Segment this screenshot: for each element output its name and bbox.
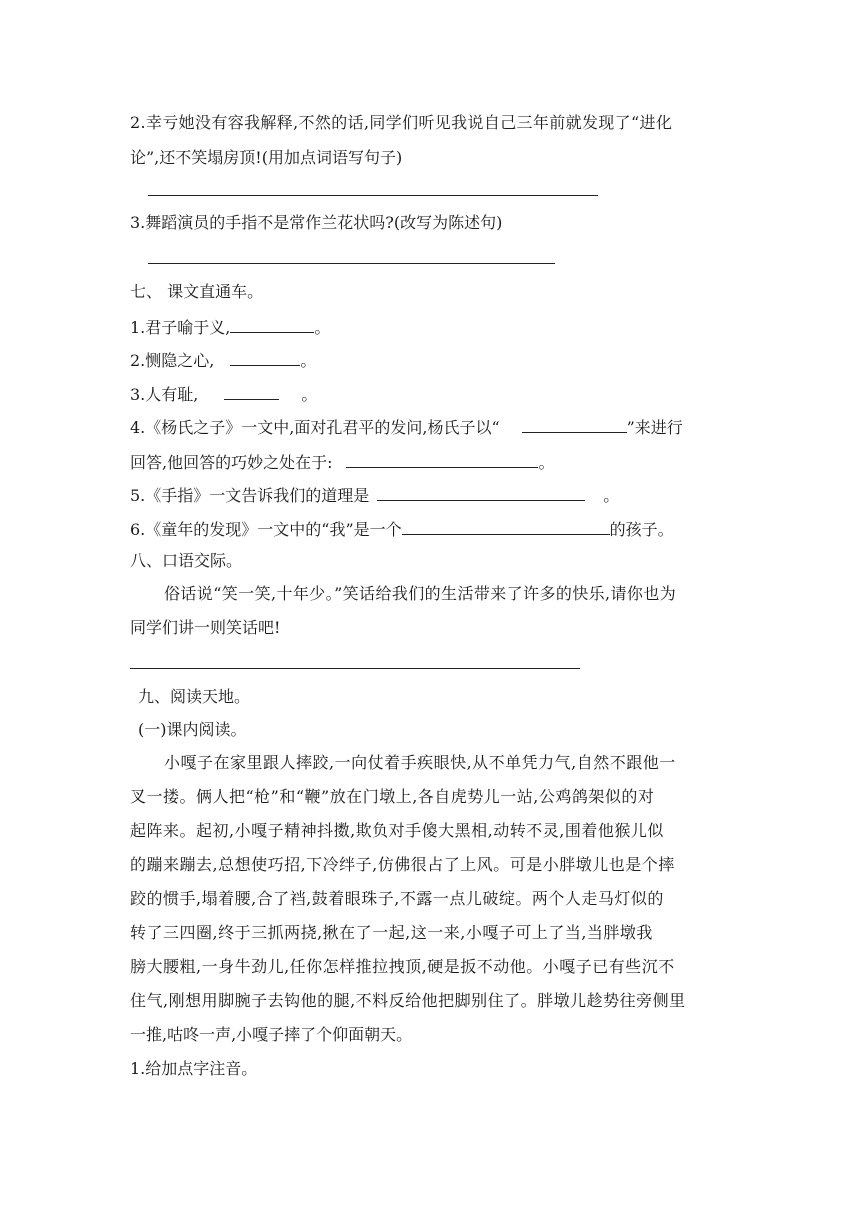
q9-passage-line: 的蹦来蹦去,总想使巧招,下冷绊子,仿佛很占了上风。可是小胖墩儿也是个摔 — [130, 855, 675, 874]
q7-heading: 七、 课文直通车。 — [130, 282, 264, 301]
q7-item4-blank1[interactable] — [522, 414, 627, 433]
q7-item6 — [130, 516, 674, 538]
q9-passage-line: 起阵来。起初,小嘎子精神抖擞,欺负对手傻大黑相,动转不灵,围着他猴儿似 — [130, 821, 664, 840]
q7-item5-end: 。 — [603, 486, 620, 505]
q7-item4-blank2[interactable] — [346, 449, 538, 468]
q7-item6-blank[interactable] — [402, 516, 610, 535]
q7-item3 — [130, 381, 317, 403]
q9-question1: 1.给加点字注音。 — [130, 1059, 258, 1078]
q9-sub-heading: (一)课内阅读。 — [138, 720, 247, 739]
q7-item5 — [130, 482, 619, 504]
q7-item2 — [130, 347, 316, 369]
q6-item2-line1: 2.幸亏她没有容我解释,不然的话,同学们听见我说自己三年前就发现了“进化 — [130, 113, 673, 132]
q7-item4-line2 — [130, 449, 555, 471]
q9-passage-line: 跤的惯手,塌着腰,合了裆,鼓着眼珠子,不露一点儿破绽。两个人走马灯似的 — [130, 889, 664, 908]
q7-item4-line1 — [130, 414, 683, 436]
q7-item3-end: 。 — [301, 385, 318, 404]
q7-item1 — [130, 314, 330, 336]
q8-answer-line[interactable] — [130, 668, 580, 669]
q7-item5-text: 5.《手指》一文告诉我们的道理是 — [130, 486, 370, 505]
q7-item2-blank[interactable] — [230, 347, 300, 366]
q7-item1-blank[interactable] — [230, 314, 314, 333]
q9-passage-line: 叉一搂。俩人把“枪”和“鞭”放在门墩上,各自虎势儿一站,公鸡鸽架似的对 — [130, 787, 655, 806]
q9-passage-line: 转了三四圈,终于三抓两挠,揪在了一起,这一来,小嘎子可上了当,当胖墩我 — [130, 923, 653, 942]
q8-heading: 八、口语交际。 — [130, 551, 243, 570]
q9-passage-line: 住气,刚想用脚腕子去钩他的腿,不料反给他把脚别住了。胖墩儿趁势往旁侧里 — [130, 991, 686, 1010]
q6-item2-line2: 论”,还不笑塌房顶!(用加点词语写句子) — [130, 148, 403, 167]
q7-item5-blank[interactable] — [377, 482, 585, 501]
q7-item6-end: 的孩子。 — [609, 520, 674, 539]
q7-item2-end: 。 — [300, 351, 317, 370]
q7-item4-part1: 4.《杨氏之子》一文中,面对孔君平的发问,杨氏子以“ — [130, 418, 500, 437]
q7-item4-part3: 回答,他回答的巧妙之处在于: — [130, 453, 333, 472]
q7-item4-part2: ”来进行 — [626, 418, 683, 437]
q6-item3-answer-line[interactable] — [148, 263, 555, 264]
q6-item3-text: 3.舞蹈演员的手指不是常作兰花状吗?(改写为陈述句) — [130, 213, 503, 232]
q7-item1-end: 。 — [314, 318, 331, 337]
q8-line1: 俗话说“笑一笑,十年少。”笑话给我们的生活带来了许多的快乐,请你也为 — [164, 584, 677, 603]
q6-item2-answer-line[interactable] — [148, 195, 598, 196]
q7-item3-text: 3.人有耻, — [130, 385, 199, 404]
q7-item2-text: 2.恻隐之心, — [130, 351, 215, 370]
q7-item3-blank[interactable] — [224, 381, 279, 400]
q9-passage-line: 一推,咕咚一声,小嘎子摔了个仰面朝天。 — [130, 1025, 413, 1044]
q9-passage-line: 膀大腰粗,一身牛劲儿,任你怎样推拉拽顶,硬是扳不动他。小嘎子已有些沉不 — [130, 957, 675, 976]
q7-item4-end: 。 — [538, 453, 555, 472]
q8-line2: 同学们讲一则笑话吧! — [130, 618, 281, 637]
q7-item6-text: 6.《童年的发现》一文中的“我”是一个 — [130, 520, 402, 539]
q9-passage-line: 小嘎子在家里跟人摔跤,一向仗着手疾眼快,从不单凭力气,自然不跟他一 — [164, 753, 676, 772]
q9-heading: 九、阅读天地。 — [138, 687, 251, 706]
q7-item1-text: 1.君子喻于义, — [130, 318, 231, 337]
